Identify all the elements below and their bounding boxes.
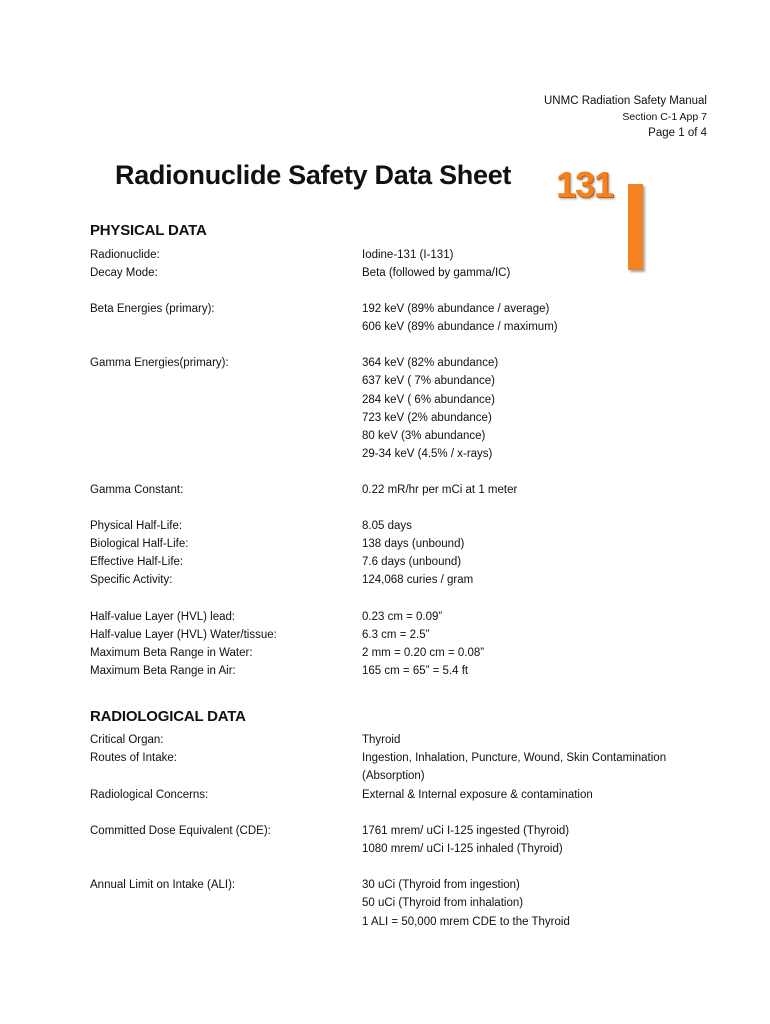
field-value-line: External & Internal exposure & contamination xyxy=(362,789,593,801)
field-label: Radionuclide: xyxy=(90,249,160,261)
field-label: Specific Activity: xyxy=(90,574,173,586)
field-value xyxy=(362,264,510,282)
field-value xyxy=(362,626,429,644)
page-number: Page 1 of 4 xyxy=(648,127,707,139)
field-value-line: 1080 mrem/ uCi I-125 inhaled (Thyroid) xyxy=(362,843,563,856)
field-value xyxy=(362,608,442,626)
field-value xyxy=(362,644,484,662)
field-value-line: 50 uCi (Thyroid from inhalation) xyxy=(362,897,524,910)
field-label: Gamma Energies(primary): xyxy=(90,357,229,369)
field-value xyxy=(362,517,412,535)
field-value-line: Thyroid xyxy=(362,734,401,746)
section-reference: Section C-1 App 7 xyxy=(622,111,707,123)
field-label: Biological Half-Life: xyxy=(90,538,189,550)
field-value-line: 6.3 cm = 2.5” xyxy=(362,629,430,641)
field-value-line: 1761 mrem/ uCi I-125 ingested (Thyroid) xyxy=(362,825,570,837)
field-value-line: 7.6 days (unbound) xyxy=(362,556,462,568)
field-label: Radiological Concerns: xyxy=(90,789,209,801)
field-label: Half-value Layer (HVL) lead: xyxy=(90,611,236,623)
field-label: Maximum Beta Range in Water: xyxy=(90,647,253,659)
physical-data-heading: PHYSICAL DATA xyxy=(90,222,207,239)
field-label: Decay Mode: xyxy=(90,267,158,279)
field-label: Physical Half-Life: xyxy=(90,520,183,532)
field-value-line: 606 keV (89% abundance / maximum) xyxy=(362,321,558,334)
field-value-line: 80 keV (3% abundance) xyxy=(362,430,486,443)
field-label: Maximum Beta Range in Air: xyxy=(90,665,236,677)
field-value-line: 0.22 mR/hr per mCi at 1 meter xyxy=(362,484,518,496)
field-value-line: 165 cm = 65” = 5.4 ft xyxy=(362,665,469,677)
isotope-badge-bar xyxy=(628,184,643,270)
field-value xyxy=(362,246,453,264)
field-value-line: (Absorption) xyxy=(362,770,425,783)
field-value-line: Beta (followed by gamma/IC) xyxy=(362,267,511,279)
field-value-line: 192 keV (89% abundance / average) xyxy=(362,303,550,315)
field-label: Routes of Intake: xyxy=(90,752,177,764)
field-value xyxy=(362,553,461,571)
field-value-line: 124,068 curies / gram xyxy=(362,574,474,586)
field-value xyxy=(362,662,468,680)
field-value xyxy=(362,481,517,499)
field-value xyxy=(362,822,569,859)
field-value xyxy=(362,786,593,804)
manual-title: UNMC Radiation Safety Manual xyxy=(544,95,707,107)
field-value xyxy=(362,731,400,749)
field-value-line: Ingestion, Inhalation, Puncture, Wound, Skin Contamination xyxy=(362,752,667,764)
field-value xyxy=(362,535,464,553)
field-value-line: 284 keV ( 6% abundance) xyxy=(362,393,495,406)
field-value xyxy=(362,300,558,337)
field-value-line: 723 keV (2% abundance) xyxy=(362,411,492,424)
field-value-line: 1 ALI = 50,000 mrem CDE to the Thyroid xyxy=(362,915,570,928)
document-title: Radionuclide Safety Data Sheet xyxy=(115,160,512,190)
field-label: Critical Organ: xyxy=(90,734,164,746)
field-value-line: 138 days (unbound) xyxy=(362,538,465,550)
field-label: Effective Half-Life: xyxy=(90,556,184,568)
field-value xyxy=(362,354,498,464)
radiological-data-heading: RADIOLOGICAL DATA xyxy=(90,708,246,725)
field-value-line: 364 keV (82% abundance) xyxy=(362,357,499,369)
field-value-line: 2 mm = 0.20 cm = 0.08” xyxy=(362,647,485,659)
field-label: Beta Energies (primary): xyxy=(90,303,215,315)
field-value-line: 637 keV ( 7% abundance) xyxy=(362,375,495,388)
field-value-line: 0.23 cm = 0.09” xyxy=(362,611,443,623)
field-value-line: 30 uCi (Thyroid from ingestion) xyxy=(362,879,520,891)
field-value xyxy=(362,876,570,931)
field-value-line: 8.05 days xyxy=(362,520,412,532)
field-value xyxy=(362,571,473,589)
field-value xyxy=(362,749,666,786)
isotope-badge-number: 131 xyxy=(556,164,614,205)
field-label: Committed Dose Equivalent (CDE): xyxy=(90,825,271,837)
field-label: Annual Limit on Intake (ALI): xyxy=(90,879,236,891)
field-label: Half-value Layer (HVL) Water/tissue: xyxy=(90,629,277,641)
field-value-line: Iodine-131 (I-131) xyxy=(362,249,454,261)
field-label: Gamma Constant: xyxy=(90,484,184,496)
field-value-line: 29-34 keV (4.5% / x-rays) xyxy=(362,448,493,461)
